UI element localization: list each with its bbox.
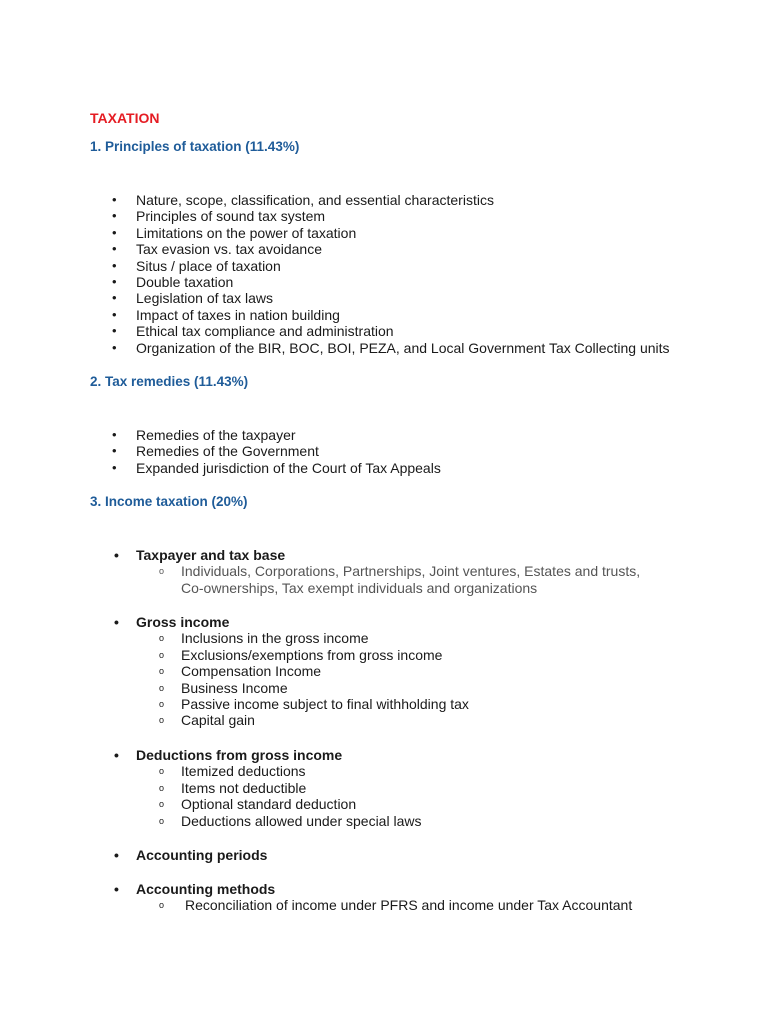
sub-list-item: o Reconciliation of income under PFRS and income under Tax Accountant (112, 897, 632, 913)
sub-list (112, 630, 469, 728)
group-deductions-from-gross-income (112, 747, 421, 829)
list-item: • Principles of sound tax system (112, 208, 670, 224)
group-title: • Accounting methods (112, 881, 632, 897)
group-taxpayer-and-tax-base (112, 547, 661, 596)
section-heading-tax-remedies: 2. Tax remedies (11.43%) (90, 374, 249, 389)
section-heading-principles: 1. Principles of taxation (11.43%) (90, 139, 300, 154)
list-item: • Remedies of the Government (112, 443, 441, 459)
list-item: • Situs / place of taxation (112, 258, 670, 274)
sub-list (112, 563, 661, 596)
group-title: • Deductions from gross income (112, 747, 421, 763)
sub-list-item: o Inclusions in the gross income (112, 630, 469, 646)
list-item: • Expanded jurisdiction of the Court of Tax Appeals (112, 460, 441, 476)
tax-remedies-list (112, 427, 441, 476)
sub-list-item: o Exclusions/exemptions from gross income (112, 647, 469, 663)
group-title: • Taxpayer and tax base (112, 547, 661, 563)
sub-list (112, 763, 421, 829)
group-title: • Accounting periods (112, 847, 267, 863)
list-item: • Remedies of the taxpayer (112, 427, 441, 443)
sub-list-item: o Individuals, Corporations, Partnerships, Joint ventures, Estates and trusts, Co-ownerships, Tax exempt individuals and organizations (112, 563, 661, 596)
list-item: • Limitations on the power of taxation (112, 225, 670, 241)
group-accounting-methods (112, 881, 632, 914)
list-item: • Legislation of tax laws (112, 290, 670, 306)
group-gross-income (112, 614, 469, 729)
list-item: • Double taxation (112, 274, 670, 290)
sub-list-item: o Passive income subject to final withholding tax (112, 696, 469, 712)
document-title: TAXATION (90, 110, 160, 126)
list-item: • Impact of taxes in nation building (112, 307, 670, 323)
sub-list-item: o Items not deductible (112, 780, 421, 796)
group-accounting-periods (112, 847, 267, 863)
section-heading-income-taxation: 3. Income taxation (20%) (90, 494, 248, 509)
list-item: • Nature, scope, classification, and essential characteristics (112, 192, 670, 208)
sub-list-item: o Deductions allowed under special laws (112, 813, 421, 829)
group-title: • Gross income (112, 614, 469, 630)
list-item: • Ethical tax compliance and administration (112, 323, 670, 339)
list-item: • Organization of the BIR, BOC, BOI, PEZA, and Local Government Tax Collecting units (112, 340, 670, 356)
principles-list (112, 192, 670, 356)
sub-list-item: o Compensation Income (112, 663, 469, 679)
sub-list-item: o Capital gain (112, 712, 469, 728)
list-item: • Tax evasion vs. tax avoidance (112, 241, 670, 257)
sub-list-item: o Itemized deductions (112, 763, 421, 779)
sub-list (112, 897, 632, 913)
sub-list-item: o Optional standard deduction (112, 796, 421, 812)
sub-list-item: o Business Income (112, 680, 469, 696)
